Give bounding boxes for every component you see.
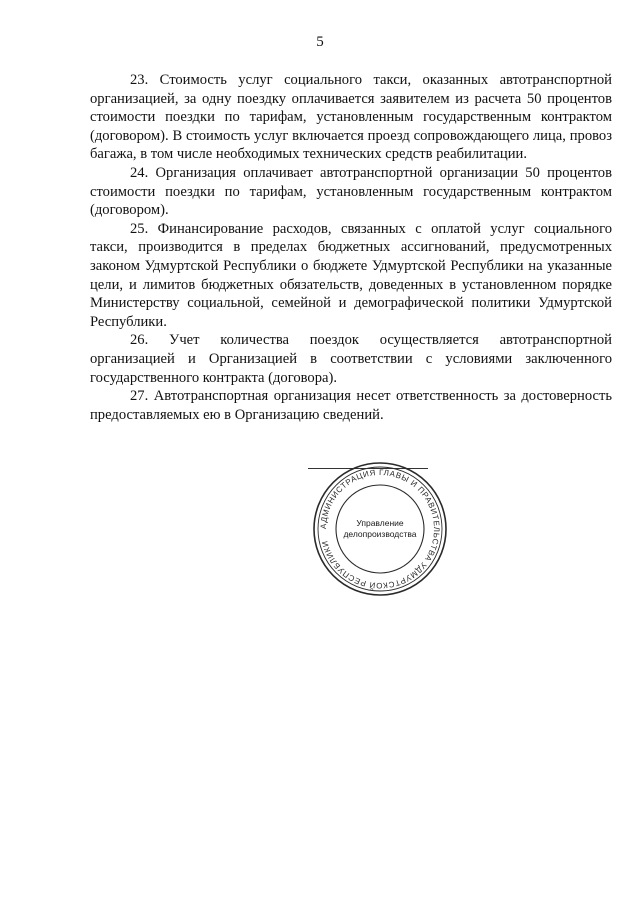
- paragraph-27: 27. Автотранспортная организация несет ответственность за достоверность предоставляемых ею в Организацию сведений.: [90, 388, 612, 423]
- document-body: [90, 71, 612, 424]
- paragraph-23: 23. Стоимость услуг социального такси, оказанных автотранспортной организацией, за одну поездку оплачивается заявителем из расчета 50 процентов стоимости поездки по тарифам, установленным государственным контрактом (договором). В стоимость услуг включается проезд сопровождающего лица, провоз багажа, в том числе необходимых технических средств реабилитации.: [90, 72, 612, 163]
- stamp-center-line-1: Управление: [356, 518, 404, 528]
- stamp-ring-text: АДМИНИСТРАЦИЯ ГЛАВЫ И ПРАВИТЕЛЬСТВА УДМУРТСКОЙ РЕСПУБЛИКИ: [318, 467, 442, 591]
- paragraph-24: 24. Организация оплачивает автотранспортной организации 50 процентов стоимости поездки по тарифам, установленным государственным контрактом (договором).: [90, 164, 612, 219]
- stamp-center-line-2: делопроизводства: [343, 529, 417, 539]
- page-number: 5: [316, 34, 324, 50]
- paragraph-25: 25. Финансирование расходов, связанных с оплатой услуг социального такси, производится в пределах бюджетных ассигнований, предусмотренных законом Удмуртской Республики о бюджете Удмуртской Республики на указанные цели, и лимитов бюджетных обязательств, доведенных в установленном порядке Министерству социальной, семейной и демографической политики Удмуртской Республики.: [90, 220, 612, 330]
- paragraph-26: 26. Учет количества поездок осуществляется автотранспортной организацией и Организацией в соответствии с условиями заключенного государственного контракта (договора).: [90, 332, 612, 386]
- office-stamp: [310, 459, 450, 599]
